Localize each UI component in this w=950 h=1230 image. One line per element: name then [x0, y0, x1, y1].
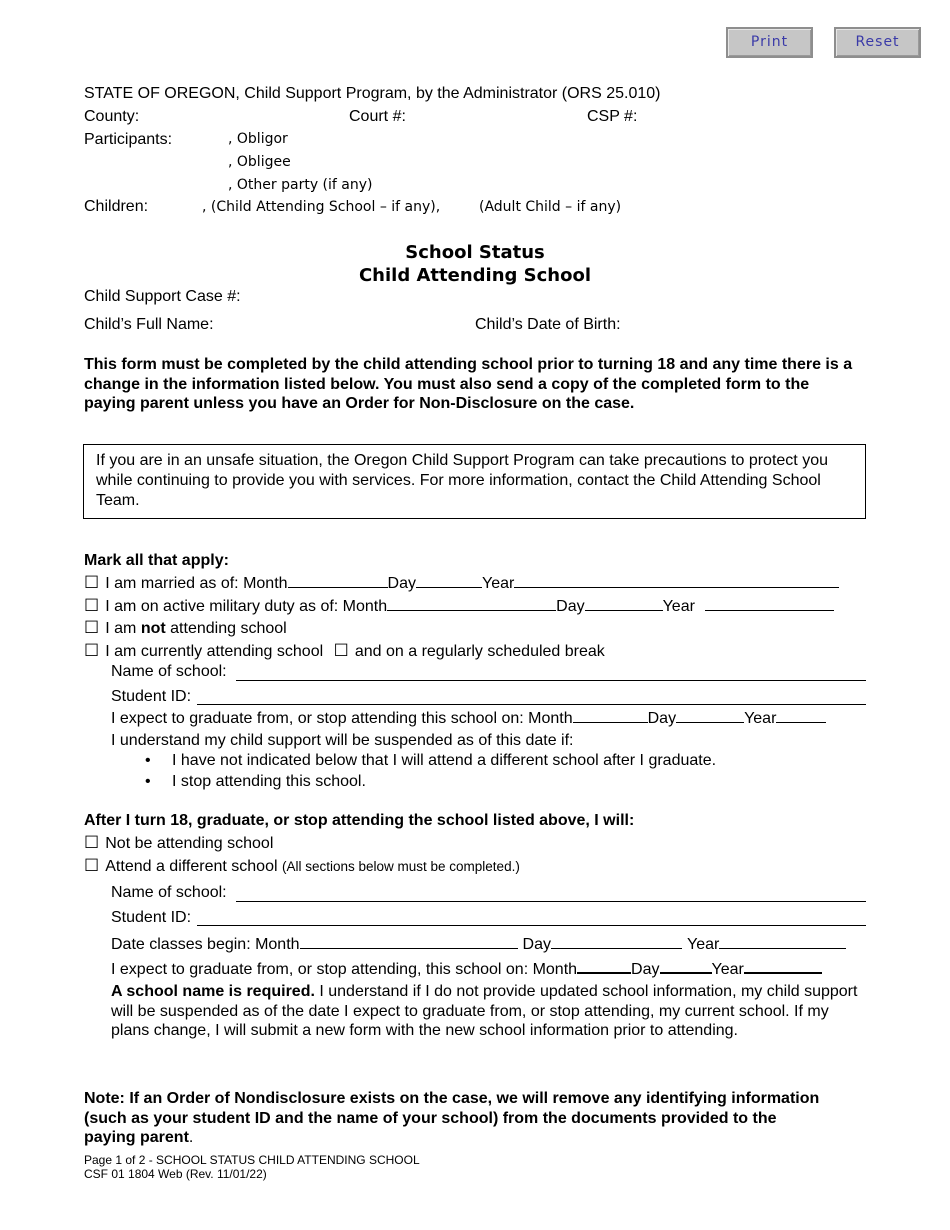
footer-page: Page 1 of 2 - SCHOOL STATUS CHILD ATTENDING SCHOOL: [84, 1153, 420, 1167]
print-button[interactable]: Print: [726, 27, 813, 58]
obligor-label: , Obligor: [228, 131, 288, 147]
bullet-text-2: I stop attending this school.: [172, 773, 366, 790]
expect-grad-label: I expect to graduate from, or stop attending this school on: Month: [111, 710, 573, 727]
participants-label: Participants:: [84, 131, 173, 148]
different-school-label: Attend a different school: [105, 858, 278, 875]
classes-month-field[interactable]: [300, 933, 518, 949]
classes-day-field[interactable]: [551, 933, 682, 949]
military-label: I am on active military duty as of: Month: [105, 598, 388, 615]
child-name-label: Child’s Full Name:: [84, 316, 214, 333]
school-name-field[interactable]: [236, 679, 866, 681]
married-month-field[interactable]: [288, 572, 388, 588]
not-attending-bold: not: [140, 620, 166, 637]
new-student-id-label: Student ID:: [111, 909, 192, 926]
csp-label: CSP #:: [587, 108, 638, 125]
school-name-label: Name of school:: [111, 663, 227, 680]
county-label: County:: [84, 108, 140, 125]
reset-button[interactable]: Reset: [834, 27, 921, 58]
day-label: Day: [631, 961, 660, 978]
year-label: Year: [711, 961, 744, 978]
school-required-text: I understand if I do not provide updated school information, my child support will be suspended as of the date I expect to graduate from, or stop attending, my current school. If my plans change, I will submit a new form with the new school information prior to attending.: [111, 983, 858, 1039]
checkbox-icon[interactable]: ☐: [84, 618, 100, 638]
married-row: [84, 572, 839, 593]
day-label: Day: [522, 936, 551, 953]
married-label: I am married as of: Month: [105, 575, 288, 592]
not-attending-pre: I am: [105, 620, 137, 637]
nondisclosure-note: [84, 1089, 824, 1148]
page-subtitle: Child Attending School: [358, 265, 592, 286]
not-be-attending-row: [84, 833, 273, 853]
court-label: Court #:: [349, 108, 406, 125]
day-label: Day: [387, 575, 416, 592]
year-label: Year: [744, 710, 777, 727]
checkbox-icon[interactable]: ☐: [333, 641, 349, 661]
bullet-text-1: I have not indicated below that I will attend a different school after I graduate.: [172, 752, 717, 769]
grad-year-field[interactable]: [776, 707, 826, 723]
year-label: Year: [482, 575, 515, 592]
year-label: Year: [662, 598, 695, 615]
child-attending-label: , (Child Attending School – if any),: [202, 199, 441, 215]
footer-form-id: CSF 01 1804 Web (Rev. 11/01/22): [84, 1167, 267, 1181]
expect-grad-row: [111, 707, 826, 728]
bullet-icon: •: [145, 773, 151, 790]
case-number-label: Child Support Case #:: [84, 288, 241, 305]
military-month-field[interactable]: [387, 595, 556, 611]
attending-row: [84, 641, 605, 661]
checkbox-icon[interactable]: ☐: [84, 641, 100, 661]
military-row: [84, 595, 834, 616]
new-student-id-field[interactable]: [197, 924, 866, 926]
new-grad-month-field[interactable]: [577, 957, 631, 974]
year-label: Year: [687, 936, 720, 953]
military-year-field[interactable]: [705, 595, 834, 611]
different-school-row: [84, 856, 520, 876]
not-attending-row: [84, 618, 287, 638]
military-day-field[interactable]: [585, 595, 663, 611]
state-line: STATE OF OREGON, Child Support Program, by the Administrator (ORS 25.010): [84, 85, 661, 102]
obligee-label: , Obligee: [228, 154, 291, 170]
break-label: and on a regularly scheduled break: [354, 643, 605, 660]
grad-month-field[interactable]: [573, 707, 648, 723]
checkbox-icon[interactable]: ☐: [84, 573, 100, 593]
other-party-label: , Other party (if any): [228, 177, 373, 193]
after-18-heading: After I turn 18, graduate, or stop attending the school listed above, I will:: [84, 812, 635, 829]
new-school-name-field[interactable]: [236, 900, 866, 902]
student-id-field[interactable]: [197, 703, 866, 705]
adult-child-label: (Adult Child – if any): [479, 199, 622, 215]
married-year-field[interactable]: [514, 572, 839, 588]
bullet-icon: •: [145, 752, 151, 769]
married-day-field[interactable]: [416, 572, 482, 588]
nondisclosure-end: .: [188, 1129, 194, 1146]
instructions: This form must be completed by the child attending school prior to turning 18 and any time there is a change in the information listed below. You must also send a copy of the completed form to the paying parent unless you have an Order for Non-Disclosure on the case.: [84, 356, 853, 412]
new-school-name-label: Name of school:: [111, 884, 227, 901]
school-required-paragraph: [111, 982, 871, 1041]
school-required-bold: A school name is required.: [111, 983, 315, 1000]
child-dob-label: Child’s Date of Birth:: [475, 316, 621, 333]
new-expect-grad-row: [111, 957, 822, 979]
new-grad-day-field[interactable]: [660, 957, 712, 974]
classes-year-field[interactable]: [719, 933, 846, 949]
student-id-label: Student ID:: [111, 688, 192, 705]
new-grad-year-field[interactable]: [744, 957, 822, 974]
understand-text: I understand my child support will be suspended as of this date if:: [111, 732, 574, 749]
attending-label: I am currently attending school: [105, 643, 324, 660]
classes-begin-row: [111, 933, 846, 954]
nondisclosure-text: Note: If an Order of Nondisclosure exists on the case, we will remove any identifying information (such as your student ID and the name of your school) from the documents provided to the paying parent: [84, 1090, 820, 1146]
different-school-note: (All sections below must be completed.): [281, 859, 520, 874]
new-expect-grad-label: I expect to graduate from, or stop attending, this school on: Month: [111, 961, 578, 978]
not-attending-post: attending school: [170, 620, 287, 637]
classes-begin-label: Date classes begin: Month: [111, 936, 300, 953]
safety-note-box: [83, 444, 866, 519]
checkbox-icon[interactable]: ☐: [84, 596, 100, 616]
day-label: Day: [556, 598, 585, 615]
safety-note-text: If you are in an unsafe situation, the Oregon Child Support Program can take precautions to protect you while continuing to provide you with services. For more information, contact the Child Attending School Team.: [96, 452, 828, 509]
children-label: Children:: [84, 198, 149, 215]
mark-all-heading: Mark all that apply:: [84, 552, 229, 569]
grad-day-field[interactable]: [676, 707, 744, 723]
day-label: Day: [647, 710, 677, 727]
not-be-attending-label: Not be attending school: [105, 835, 274, 852]
checkbox-icon[interactable]: ☐: [84, 856, 100, 876]
checkbox-icon[interactable]: ☐: [84, 833, 100, 853]
page-title: School Status: [405, 242, 545, 263]
